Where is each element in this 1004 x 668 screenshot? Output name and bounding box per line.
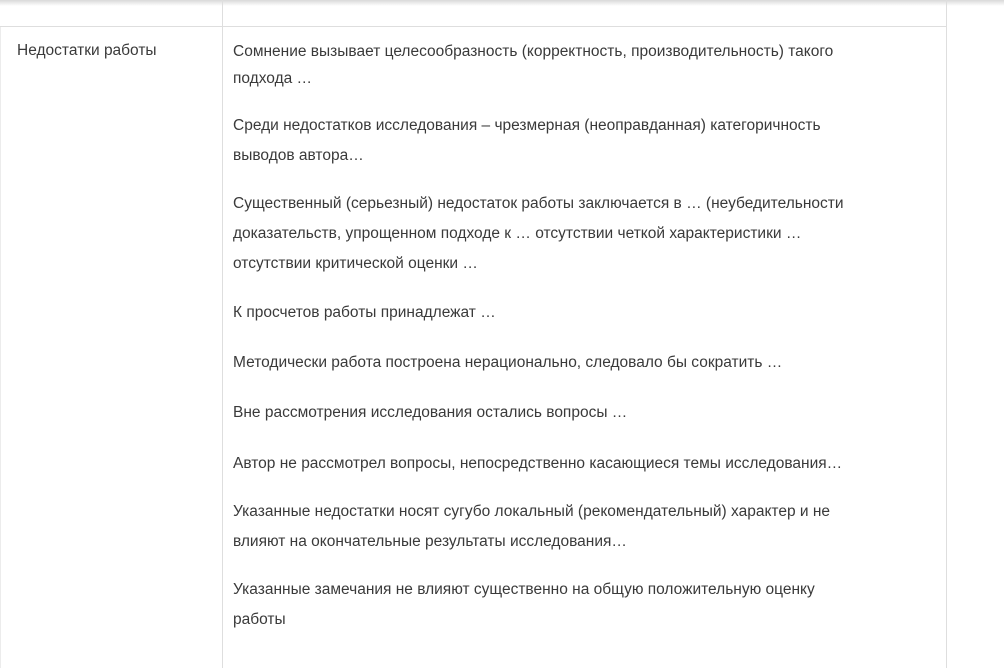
paragraph xyxy=(233,449,933,479)
paragraph xyxy=(233,38,933,92)
row-label: Недостатки работы xyxy=(17,42,157,59)
paragraph-line: К просчетов работы принадлежат … xyxy=(233,304,496,321)
paragraph xyxy=(233,189,933,279)
paragraph-line: выводов автора… xyxy=(233,147,364,164)
paragraph-line: Вне рассмотрения исследования остались вопросы … xyxy=(233,404,628,421)
paragraph-line: доказательств, упрощенном подходе к … отсутствии четкой характеристики … xyxy=(233,225,802,242)
paragraph-line: Указанные замечания не влияют существенно на общую положительную оценку xyxy=(233,581,815,598)
paragraph-line: Сомнение вызывает целесообразность (корректность, производительность) такого xyxy=(233,43,834,60)
paragraph-line: подхода … xyxy=(233,70,313,87)
paragraph-line: отсутствии критической оценки … xyxy=(233,255,478,272)
paragraph-line: Указанные недостатки носят сугубо локальный (рекомендательный) характер и не xyxy=(233,503,831,520)
table-row-previous xyxy=(0,0,946,27)
paragraph-line: Среди недостатков исследования – чрезмерная (неоправданная) категоричность xyxy=(233,117,821,134)
table-cell-label xyxy=(0,27,223,668)
paragraph-line: Существенный (серьезный) недостаток работы заключается в … (неубедительности xyxy=(233,195,844,212)
paragraph xyxy=(233,398,933,428)
table-cell-content xyxy=(233,38,933,635)
paragraph xyxy=(233,298,933,328)
paragraph xyxy=(233,348,933,378)
paragraph xyxy=(233,575,933,635)
paragraph xyxy=(233,111,933,171)
paragraph-line: работы xyxy=(233,611,286,628)
paragraph-line: влияют на окончательные результаты исследования… xyxy=(233,533,627,550)
paragraph xyxy=(233,497,933,557)
paragraph-line: Автор не рассмотрел вопросы, непосредственно касающиеся темы исследования… xyxy=(233,455,843,472)
paragraph-line: Методически работа построена нерационально, следовало бы сократить … xyxy=(233,354,783,371)
